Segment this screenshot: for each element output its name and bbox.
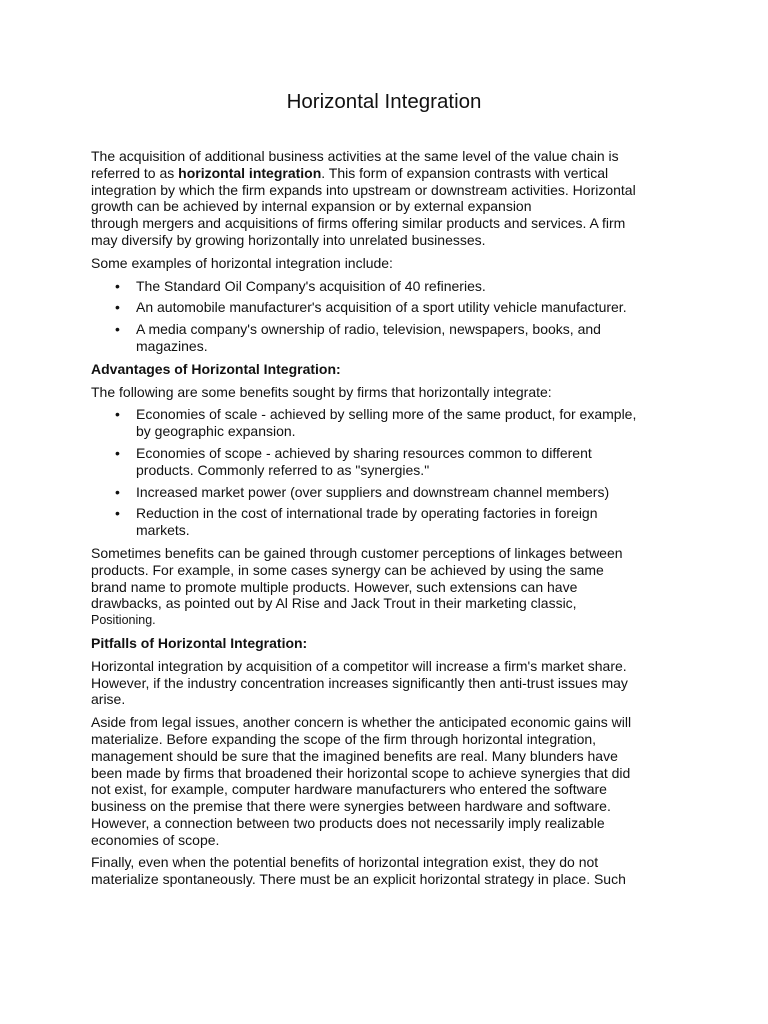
advantages-heading: Advantages of Horizontal Integration: — [91, 360, 341, 377]
pitfalls-paragraph-3: Finally, even when the potential benefits of horizontal integration exist, they do not materialize spontaneously. There must be an explicit horizontal strategy in place. Such — [91, 854, 626, 888]
bullet-icon: • — [115, 444, 120, 461]
bullet-icon: • — [115, 277, 120, 294]
intro-line: referred to as horizontal integration. This form of expansion contrasts with vertical — [91, 164, 609, 181]
advantages-list — [91, 406, 691, 539]
list-item: • The Standard Oil Company's acquisition of 40 refineries. — [115, 277, 486, 294]
examples-list — [91, 278, 691, 355]
bold-term: horizontal integration — [178, 164, 322, 181]
list-item: • Economies of scope - achieved by sharing resources common to different products. Commonly referred to as "synergies." — [115, 444, 592, 478]
book-title: Positioning. — [91, 613, 156, 628]
advantages-intro: The following are some benefits sought by firms that horizontally integrate: — [91, 383, 552, 400]
bullet-icon: • — [115, 406, 120, 423]
bullet-icon: • — [115, 483, 120, 500]
pitfalls-heading: Pitfalls of Horizontal Integration: — [91, 634, 308, 651]
intro-line: through mergers and acquisitions of firms offering similar products and services. A firm — [91, 215, 626, 232]
intro-line: The acquisition of additional business activities at the same level of the value chain is — [91, 148, 619, 164]
intro-line: may diversify by growing horizontally into unrelated businesses. — [91, 231, 486, 248]
list-item: • Increased market power (over suppliers and downstream channel members) — [115, 483, 610, 500]
list-item: • An automobile manufacturer's acquisition of a sport utility vehicle manufacturer. — [115, 299, 627, 316]
intro-paragraph — [91, 148, 691, 249]
document-title: Horizontal Integration — [286, 90, 482, 113]
pitfalls-paragraph-1: Horizontal integration by acquisition of a competitor will increase a firm's market share. However, if the industry concentration increases significantly then anti-trust issues may arise. — [91, 657, 628, 708]
pitfalls-paragraph-2: Aside from legal issues, another concern is whether the anticipated economic gains will materialize. Before expanding the scope of the firm through horizontal integration, management should be sure that the imagined benefits are real. Many blunders have been made by firms that broadened their horizontal scope to achieve synergies that did not exist, for example, computer hardware manufacturers who entered the software business on the premise that there were synergies between hardware and software. However, a connection between two products does not necessarily imply realizable economies of scope. — [91, 714, 632, 848]
examples-intro: Some examples of horizontal integration include: — [91, 254, 393, 271]
bullet-icon: • — [115, 321, 120, 338]
intro-line: integration by which the firm expands into upstream or downstream activities. Horizontal — [91, 181, 636, 198]
intro-line: growth can be achieved by internal expansion or by external expansion — [91, 198, 532, 215]
list-item: • Economies of scale - achieved by selling more of the same product, for example, by geographic expansion. — [115, 406, 637, 440]
bullet-icon: • — [115, 505, 120, 522]
perceptions-paragraph: Sometimes benefits can be gained through customer perceptions of linkages between products. For example, in some cases synergy can be achieved by using the same brand name to promote multiple products. However, such extensions can have drawbacks, as pointed out by Al Rise and Jack Trout in their marketing classic, Positioning. — [91, 545, 691, 629]
list-item: • Reduction in the cost of international trade by operating factories in foreign markets. — [115, 505, 598, 539]
list-item: • A media company's ownership of radio, television, newspapers, books, and magazines. — [115, 321, 601, 354]
document-body — [91, 148, 691, 888]
bullet-icon: • — [115, 299, 120, 316]
